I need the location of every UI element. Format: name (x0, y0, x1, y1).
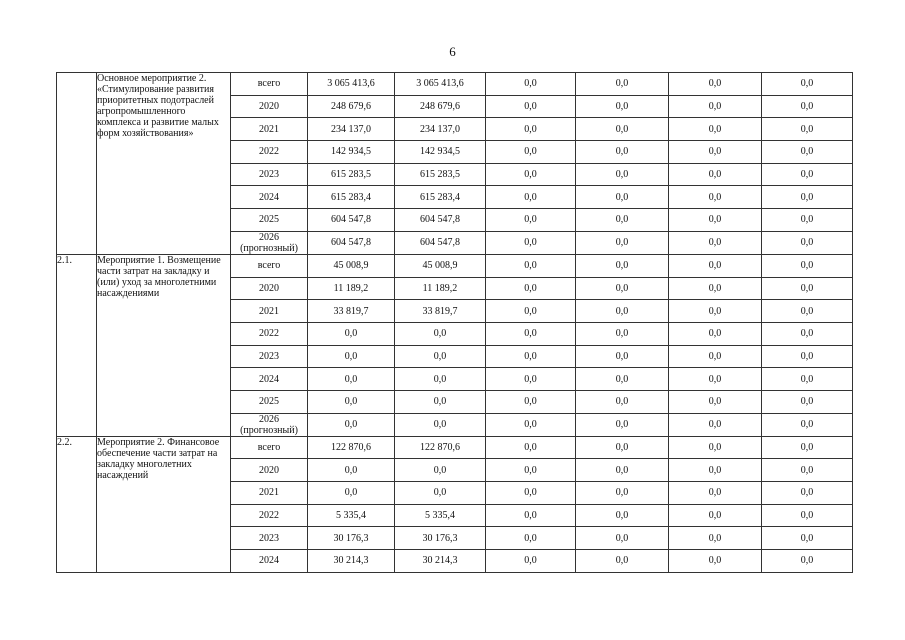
value-cell-3: 0,0 (486, 254, 576, 277)
value-cell-6: 0,0 (762, 95, 853, 118)
value-cell-5: 0,0 (669, 141, 762, 164)
value-cell-6: 0,0 (762, 141, 853, 164)
value-cell-1: 142 934,5 (308, 141, 395, 164)
value-cell-6: 0,0 (762, 459, 853, 482)
item-number: 2.2. (57, 436, 97, 572)
value-cell-1: 30 176,3 (308, 527, 395, 550)
budget-table (56, 72, 853, 573)
value-cell-3: 0,0 (486, 504, 576, 527)
value-cell-1: 0,0 (308, 345, 395, 368)
value-cell-5: 0,0 (669, 504, 762, 527)
year-cell: 2020 (231, 459, 308, 482)
year-cell: 2020 (231, 277, 308, 300)
value-cell-3: 0,0 (486, 436, 576, 459)
value-cell-1: 3 065 413,6 (308, 73, 395, 96)
value-cell-1: 0,0 (308, 482, 395, 505)
value-cell-2: 615 283,4 (395, 186, 486, 209)
table-row (57, 73, 853, 96)
value-cell-2: 604 547,8 (395, 209, 486, 232)
value-cell-6: 0,0 (762, 300, 853, 323)
value-cell-3: 0,0 (486, 209, 576, 232)
value-cell-6: 0,0 (762, 345, 853, 368)
year-cell: 2022 (231, 141, 308, 164)
value-cell-5: 0,0 (669, 413, 762, 436)
year-cell: 2021 (231, 118, 308, 141)
value-cell-3: 0,0 (486, 73, 576, 96)
value-cell-3: 0,0 (486, 550, 576, 573)
year-cell: 2021 (231, 482, 308, 505)
value-cell-5: 0,0 (669, 390, 762, 413)
value-cell-1: 615 283,5 (308, 163, 395, 186)
value-cell-2: 33 819,7 (395, 300, 486, 323)
value-cell-5: 0,0 (669, 186, 762, 209)
value-cell-4: 0,0 (576, 368, 669, 391)
value-cell-6: 0,0 (762, 163, 853, 186)
value-cell-6: 0,0 (762, 254, 853, 277)
year-cell: 2023 (231, 527, 308, 550)
value-cell-1: 0,0 (308, 322, 395, 345)
value-cell-4: 0,0 (576, 186, 669, 209)
value-cell-1: 615 283,4 (308, 186, 395, 209)
value-cell-4: 0,0 (576, 413, 669, 436)
value-cell-5: 0,0 (669, 368, 762, 391)
value-cell-3: 0,0 (486, 368, 576, 391)
value-cell-1: 0,0 (308, 413, 395, 436)
value-cell-3: 0,0 (486, 390, 576, 413)
value-cell-4: 0,0 (576, 550, 669, 573)
value-cell-6: 0,0 (762, 186, 853, 209)
value-cell-2: 615 283,5 (395, 163, 486, 186)
value-cell-6: 0,0 (762, 390, 853, 413)
value-cell-6: 0,0 (762, 277, 853, 300)
value-cell-1: 11 189,2 (308, 277, 395, 300)
year-cell: 2025 (231, 209, 308, 232)
value-cell-3: 0,0 (486, 322, 576, 345)
year-cell: 2026 (прогнозный) (231, 231, 308, 254)
value-cell-4: 0,0 (576, 482, 669, 505)
year-cell: всего (231, 73, 308, 96)
value-cell-2: 0,0 (395, 368, 486, 391)
value-cell-5: 0,0 (669, 118, 762, 141)
value-cell-3: 0,0 (486, 163, 576, 186)
value-cell-2: 0,0 (395, 345, 486, 368)
value-cell-2: 30 214,3 (395, 550, 486, 573)
value-cell-2: 122 870,6 (395, 436, 486, 459)
value-cell-3: 0,0 (486, 231, 576, 254)
year-cell: 2024 (231, 368, 308, 391)
page-number: 6 (449, 44, 456, 59)
value-cell-6: 0,0 (762, 73, 853, 96)
year-cell: 2022 (231, 504, 308, 527)
value-cell-2: 604 547,8 (395, 231, 486, 254)
year-cell: 2026 (прогнозный) (231, 413, 308, 436)
value-cell-6: 0,0 (762, 550, 853, 573)
year-cell: 2024 (231, 186, 308, 209)
year-cell: 2021 (231, 300, 308, 323)
value-cell-1: 0,0 (308, 459, 395, 482)
value-cell-2: 3 065 413,6 (395, 73, 486, 96)
value-cell-1: 45 008,9 (308, 254, 395, 277)
value-cell-5: 0,0 (669, 322, 762, 345)
item-number (57, 73, 97, 255)
value-cell-1: 33 819,7 (308, 300, 395, 323)
value-cell-5: 0,0 (669, 459, 762, 482)
value-cell-4: 0,0 (576, 254, 669, 277)
value-cell-3: 0,0 (486, 345, 576, 368)
value-cell-2: 0,0 (395, 482, 486, 505)
value-cell-6: 0,0 (762, 231, 853, 254)
value-cell-4: 0,0 (576, 231, 669, 254)
value-cell-2: 45 008,9 (395, 254, 486, 277)
year-cell: 2024 (231, 550, 308, 573)
value-cell-3: 0,0 (486, 186, 576, 209)
value-cell-1: 122 870,6 (308, 436, 395, 459)
value-cell-5: 0,0 (669, 482, 762, 505)
value-cell-2: 0,0 (395, 322, 486, 345)
value-cell-4: 0,0 (576, 390, 669, 413)
value-cell-4: 0,0 (576, 504, 669, 527)
value-cell-4: 0,0 (576, 527, 669, 550)
value-cell-3: 0,0 (486, 482, 576, 505)
value-cell-6: 0,0 (762, 482, 853, 505)
value-cell-6: 0,0 (762, 368, 853, 391)
value-cell-3: 0,0 (486, 300, 576, 323)
item-number: 2.1. (57, 254, 97, 436)
value-cell-4: 0,0 (576, 209, 669, 232)
value-cell-1: 248 679,6 (308, 95, 395, 118)
value-cell-2: 0,0 (395, 459, 486, 482)
value-cell-6: 0,0 (762, 504, 853, 527)
value-cell-2: 11 189,2 (395, 277, 486, 300)
value-cell-1: 0,0 (308, 390, 395, 413)
value-cell-5: 0,0 (669, 95, 762, 118)
value-cell-6: 0,0 (762, 209, 853, 232)
value-cell-5: 0,0 (669, 550, 762, 573)
value-cell-3: 0,0 (486, 277, 576, 300)
value-cell-4: 0,0 (576, 345, 669, 368)
value-cell-4: 0,0 (576, 277, 669, 300)
year-cell: всего (231, 254, 308, 277)
value-cell-1: 604 547,8 (308, 209, 395, 232)
value-cell-6: 0,0 (762, 527, 853, 550)
value-cell-5: 0,0 (669, 163, 762, 186)
value-cell-1: 234 137,0 (308, 118, 395, 141)
value-cell-1: 30 214,3 (308, 550, 395, 573)
value-cell-2: 5 335,4 (395, 504, 486, 527)
year-cell: всего (231, 436, 308, 459)
item-name: Мероприятие 2. Финансовое обеспечение части затрат на закладку многолетних насаждений (97, 436, 231, 572)
value-cell-5: 0,0 (669, 345, 762, 368)
table-row (57, 436, 853, 459)
item-name: Основное мероприятие 2. «Стимулирование развития приоритетных подотраслей агропромышленного комплекса и развитие малых форм хозяйствования» (97, 73, 231, 255)
value-cell-1: 5 335,4 (308, 504, 395, 527)
value-cell-2: 142 934,5 (395, 141, 486, 164)
value-cell-2: 30 176,3 (395, 527, 486, 550)
value-cell-4: 0,0 (576, 300, 669, 323)
value-cell-5: 0,0 (669, 436, 762, 459)
value-cell-3: 0,0 (486, 95, 576, 118)
value-cell-1: 0,0 (308, 368, 395, 391)
value-cell-5: 0,0 (669, 277, 762, 300)
value-cell-3: 0,0 (486, 413, 576, 436)
value-cell-6: 0,0 (762, 322, 853, 345)
year-cell: 2025 (231, 390, 308, 413)
value-cell-2: 248 679,6 (395, 95, 486, 118)
value-cell-4: 0,0 (576, 163, 669, 186)
table-body (57, 73, 853, 573)
value-cell-5: 0,0 (669, 300, 762, 323)
value-cell-3: 0,0 (486, 141, 576, 164)
value-cell-4: 0,0 (576, 459, 669, 482)
value-cell-2: 234 137,0 (395, 118, 486, 141)
value-cell-2: 0,0 (395, 413, 486, 436)
value-cell-4: 0,0 (576, 95, 669, 118)
year-cell: 2020 (231, 95, 308, 118)
year-cell: 2022 (231, 322, 308, 345)
value-cell-5: 0,0 (669, 527, 762, 550)
value-cell-6: 0,0 (762, 436, 853, 459)
value-cell-6: 0,0 (762, 118, 853, 141)
value-cell-1: 604 547,8 (308, 231, 395, 254)
value-cell-4: 0,0 (576, 73, 669, 96)
value-cell-2: 0,0 (395, 390, 486, 413)
value-cell-3: 0,0 (486, 118, 576, 141)
value-cell-5: 0,0 (669, 231, 762, 254)
value-cell-4: 0,0 (576, 118, 669, 141)
value-cell-4: 0,0 (576, 141, 669, 164)
value-cell-3: 0,0 (486, 527, 576, 550)
table-row (57, 254, 853, 277)
value-cell-3: 0,0 (486, 459, 576, 482)
value-cell-5: 0,0 (669, 73, 762, 96)
value-cell-5: 0,0 (669, 254, 762, 277)
year-cell: 2023 (231, 345, 308, 368)
value-cell-5: 0,0 (669, 209, 762, 232)
item-name: Мероприятие 1. Возмещение части затрат на закладку и (или) уход за многолетними насаждениями (97, 254, 231, 436)
year-cell: 2023 (231, 163, 308, 186)
value-cell-4: 0,0 (576, 322, 669, 345)
value-cell-4: 0,0 (576, 436, 669, 459)
value-cell-6: 0,0 (762, 413, 853, 436)
